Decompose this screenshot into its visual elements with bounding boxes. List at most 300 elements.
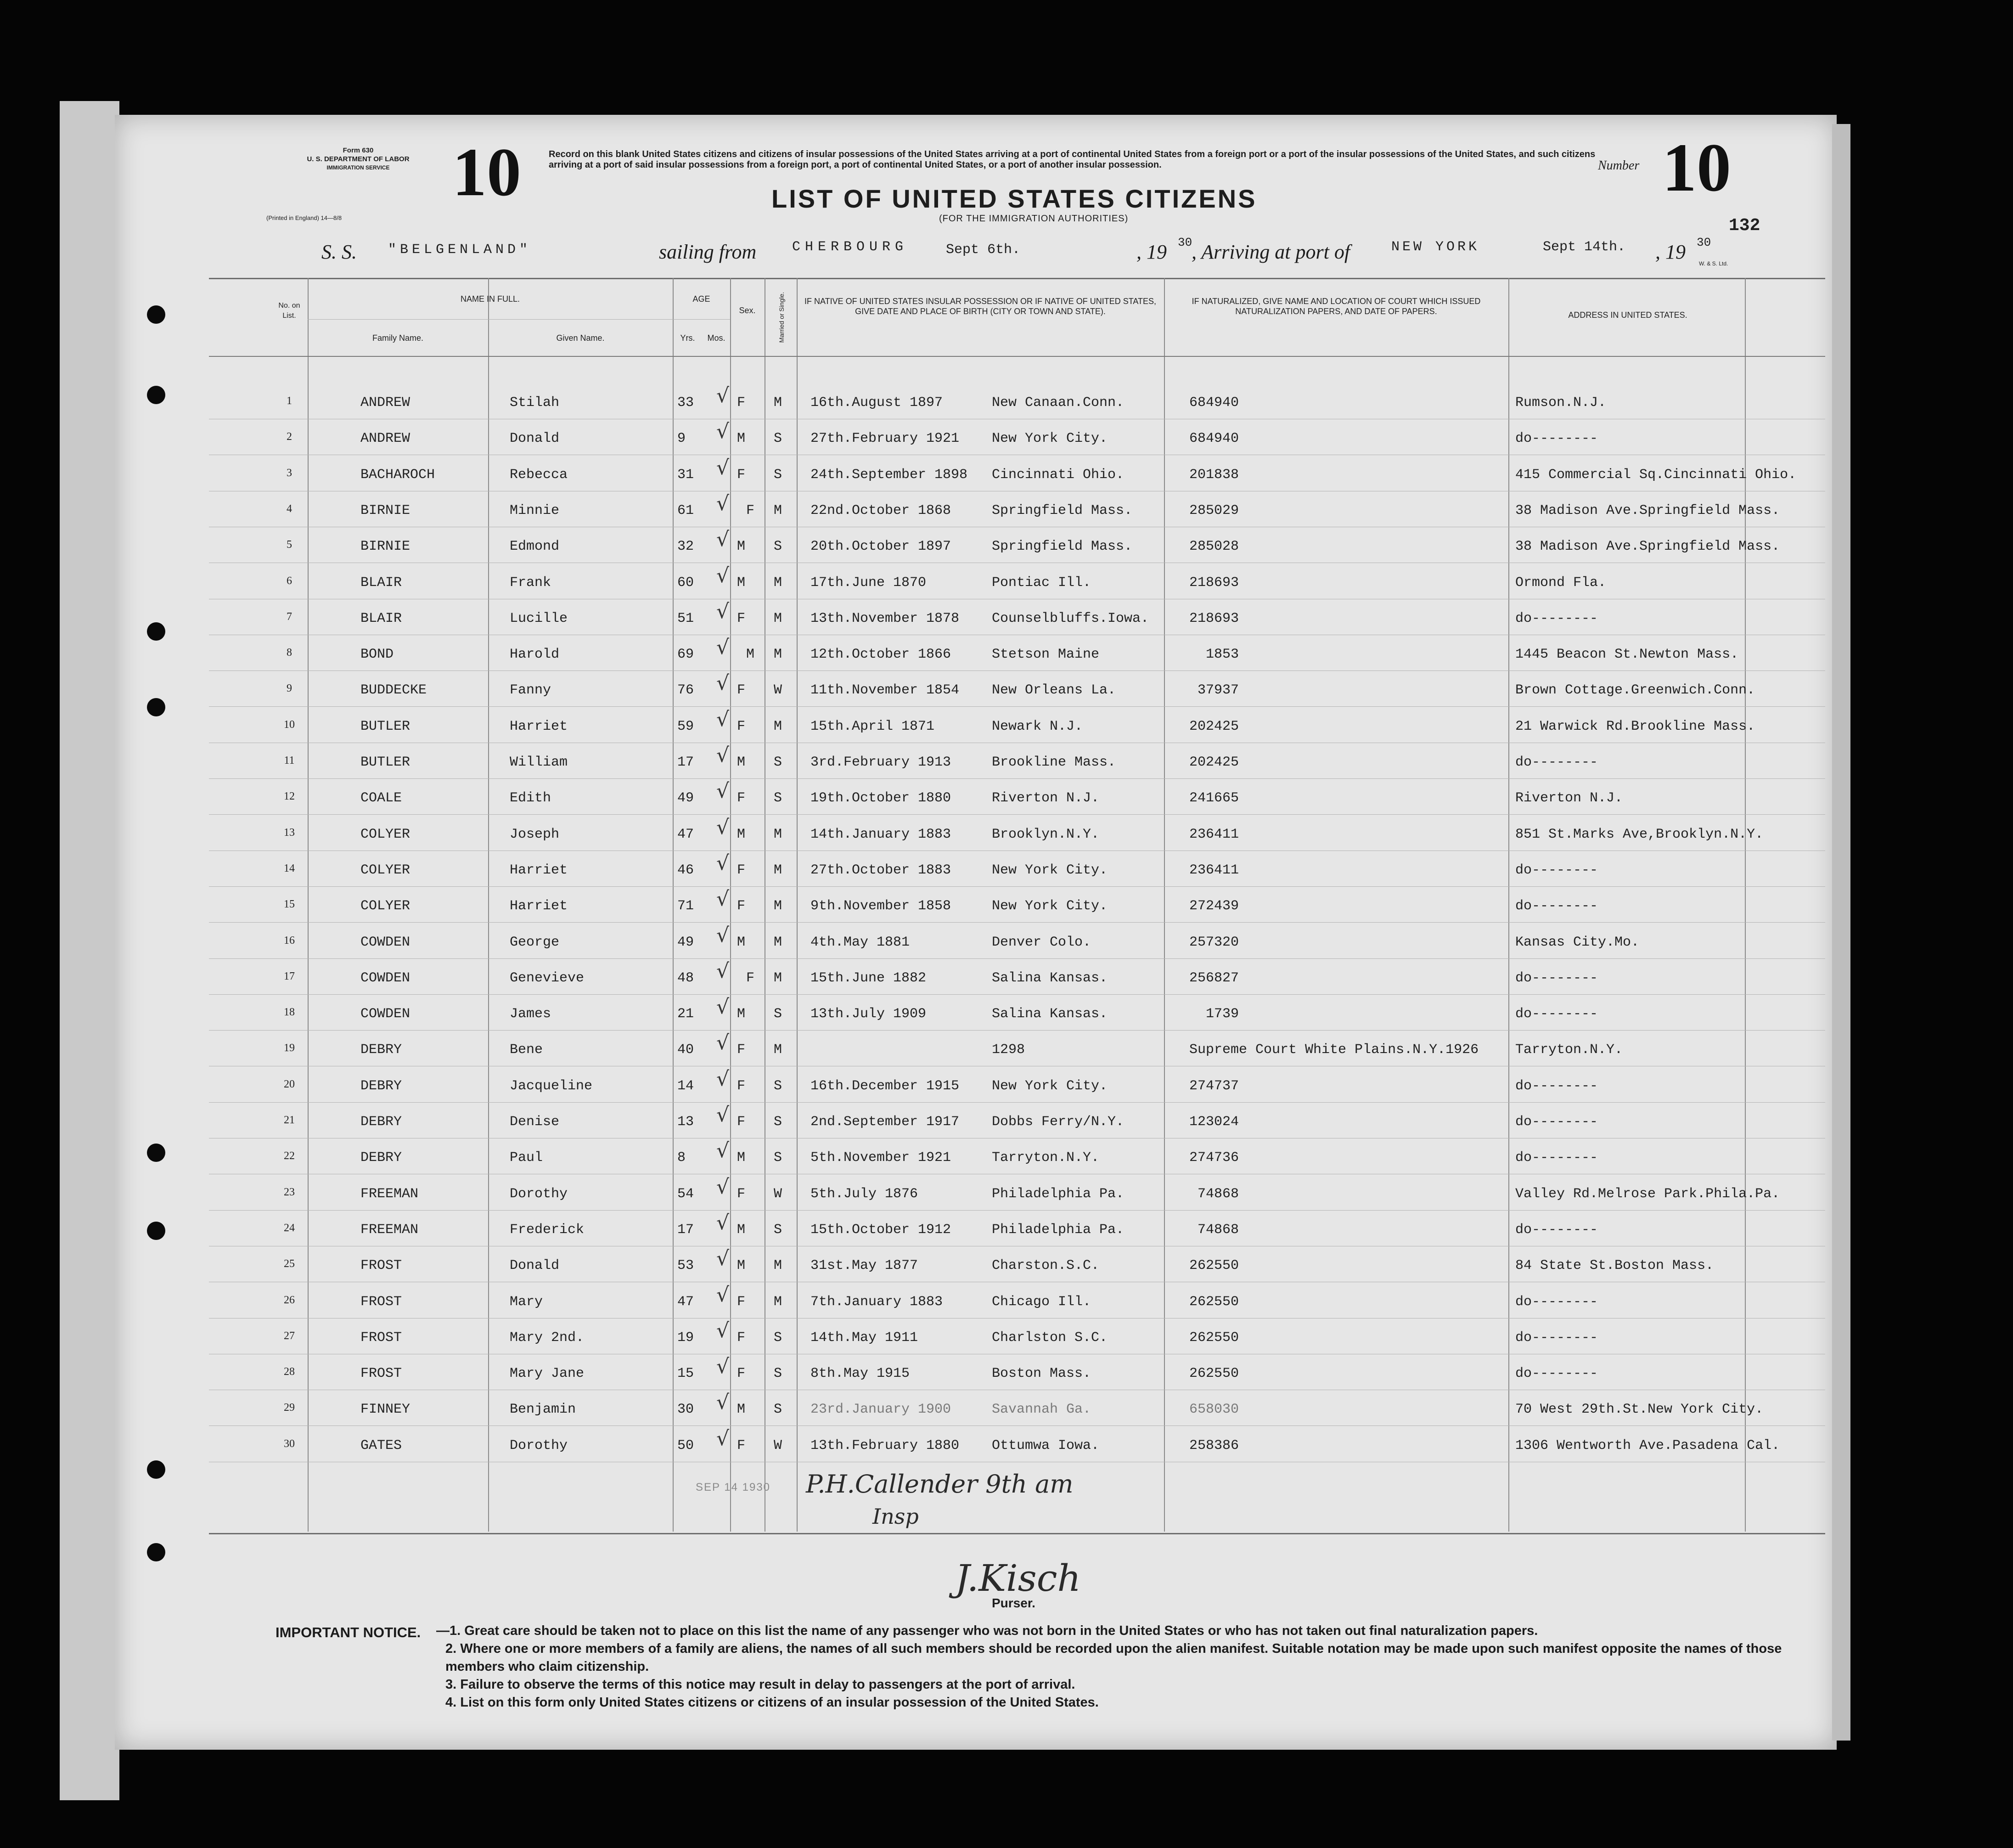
sex: F: [746, 970, 755, 986]
sex: M: [737, 1150, 746, 1166]
table-row: [0, 600, 2013, 648]
family-name: COLYER: [360, 898, 410, 914]
birth-place: Cincinnati Ohio.: [992, 467, 1125, 483]
age-years: 15: [677, 1366, 694, 1381]
sex: F: [737, 719, 746, 734]
naturalization-papers: 257320: [1189, 935, 1239, 950]
age-years: 13: [677, 1114, 694, 1130]
row-number: 2: [287, 431, 292, 443]
sex: M: [737, 1222, 746, 1238]
given-name: Dorothy: [510, 1186, 568, 1202]
given-name: Harold: [510, 647, 560, 662]
birth-date: 5th.July 1876: [810, 1186, 918, 1202]
us-address: do--------: [1515, 898, 1598, 914]
page-title: LIST OF UNITED STATES CITIZENS: [771, 184, 1257, 213]
naturalization-papers: 218693: [1189, 611, 1239, 626]
given-name: Genevieve: [510, 970, 585, 986]
ship-name: "BELGENLAND": [388, 242, 532, 258]
birth-place: Counselbluffs.Iowa.: [992, 611, 1149, 626]
family-name: BUDDECKE: [360, 682, 427, 698]
check-mark-icon: √: [716, 1103, 730, 1127]
check-mark-icon: √: [716, 1247, 730, 1270]
table-row: [0, 1175, 2013, 1223]
marital-status: S: [774, 431, 782, 446]
birth-place: Ottumwa Iowa.: [992, 1438, 1100, 1454]
row-number: 28: [284, 1366, 295, 1378]
us-address: do--------: [1515, 1294, 1598, 1310]
row-number: 15: [284, 898, 295, 910]
table-row: [0, 744, 2013, 791]
check-mark-icon: √: [716, 1139, 730, 1162]
table-row: [0, 708, 2013, 755]
sailing-label: sailing from: [659, 241, 757, 263]
family-name: COWDEN: [360, 935, 410, 950]
birth-date: 15th.October 1912: [810, 1222, 951, 1238]
marital-status: S: [774, 790, 782, 806]
us-address: 21 Warwick Rd.Brookline Mass.: [1515, 719, 1755, 734]
family-name: DEBRY: [360, 1078, 402, 1094]
birth-date: 22nd.October 1868: [810, 503, 951, 518]
form-number-large-right: 10: [1662, 130, 1731, 206]
service-name: IMMIGRATION SERVICE: [326, 164, 390, 171]
table-row: [0, 887, 2013, 935]
sex: F: [737, 1438, 746, 1454]
birth-date: 9th.November 1858: [810, 898, 951, 914]
table-row: [0, 779, 2013, 827]
us-address: do--------: [1515, 1150, 1598, 1166]
age-years: 48: [677, 970, 694, 986]
family-name: BLAIR: [360, 611, 402, 626]
birth-date: 11th.November 1854: [810, 682, 960, 698]
marital-status: M: [774, 647, 782, 662]
age-years: 17: [677, 755, 694, 770]
table-row: [0, 564, 2013, 612]
given-name: James: [510, 1006, 551, 1022]
table-row: [0, 492, 2013, 540]
year-prefix-arrival: , 19: [1655, 241, 1686, 263]
birth-date: 14th.May 1911: [810, 1330, 918, 1346]
row-number: 7: [287, 611, 292, 623]
col-header-no: No. on List.: [278, 302, 300, 320]
printer-mark: W. & S. Ltd.: [1699, 260, 1728, 267]
check-mark-icon: √: [716, 1211, 730, 1234]
check-mark-icon: √: [716, 1067, 730, 1091]
check-mark-icon: √: [716, 1427, 730, 1450]
sex: F: [737, 467, 746, 483]
row-number: 21: [284, 1114, 295, 1126]
given-name: Harriet: [510, 898, 568, 914]
marital-status: M: [774, 898, 782, 914]
sex: F: [737, 1366, 746, 1381]
family-name: BOND: [360, 647, 394, 662]
birth-place: Boston Mass.: [992, 1366, 1091, 1381]
birth-date: 13th.November 1878: [810, 611, 960, 626]
marital-status: M: [774, 1042, 782, 1058]
family-name: DEBRY: [360, 1042, 402, 1058]
us-address: do--------: [1515, 1006, 1598, 1022]
age-years: 19: [677, 1330, 694, 1346]
form-id: [285, 146, 432, 172]
age-years: 49: [677, 790, 694, 806]
check-mark-icon: √: [716, 1031, 730, 1054]
naturalization-papers: 256827: [1189, 970, 1239, 986]
row-number: 20: [284, 1078, 295, 1090]
row-number: 27: [284, 1330, 295, 1342]
sex: F: [737, 611, 746, 626]
birth-date: 4th.May 1881: [810, 935, 910, 950]
us-address: do--------: [1515, 1366, 1598, 1381]
col-header-naturalized: IF NATURALIZED, GIVE NAME AND LOCATION OF COURT WHICH ISSUED NATURALIZATION PAPERS, AND DATE OF PAPERS.: [1192, 297, 1481, 316]
birth-date: 16th.August 1897: [810, 395, 943, 411]
arrival-year: 30: [1697, 236, 1711, 249]
birth-place: Stetson Maine: [992, 647, 1100, 662]
family-name: FROST: [360, 1366, 402, 1381]
check-mark-icon: √: [716, 924, 730, 947]
sex: M: [737, 755, 746, 770]
col-header-yrs: Yrs.: [680, 333, 695, 343]
given-name: Harriet: [510, 719, 568, 734]
birth-date: 2nd.September 1917: [810, 1114, 960, 1130]
row-number: 26: [284, 1294, 295, 1306]
page-stamp: 132: [1729, 216, 1760, 236]
given-name: Donald: [510, 1258, 560, 1273]
given-name: Fanny: [510, 682, 551, 698]
us-address: do--------: [1515, 611, 1598, 626]
birth-place: Springfield Mass.: [992, 503, 1133, 518]
check-mark-icon: √: [716, 492, 730, 515]
given-name: Denise: [510, 1114, 560, 1130]
table-row: [0, 456, 2013, 504]
inspection-stamp: SEP 14 1930: [696, 1481, 771, 1493]
us-address: 70 West 29th.St.New York City.: [1515, 1402, 1764, 1417]
check-mark-icon: √: [716, 995, 730, 1019]
us-address: 1306 Wentworth Ave.Pasadena Cal.: [1515, 1438, 1780, 1454]
given-name: Joseph: [510, 827, 560, 842]
given-name: Jacqueline: [510, 1078, 593, 1094]
given-name: Donald: [510, 431, 560, 446]
table-row: [0, 528, 2013, 575]
given-name: Benjamin: [510, 1402, 576, 1417]
sex: F: [737, 1114, 746, 1130]
col-header-name: NAME IN FULL.: [460, 294, 520, 304]
family-name: ANDREW: [360, 395, 410, 411]
marital-status: M: [774, 503, 782, 518]
birth-date: 31st.May 1877: [810, 1258, 918, 1273]
given-name: Rebecca: [510, 467, 568, 483]
row-number: 16: [284, 935, 295, 947]
birth-place: Springfield Mass.: [992, 539, 1133, 554]
purser-signature: J.Kisch: [955, 1557, 1081, 1600]
purser-label: Purser.: [992, 1596, 1035, 1610]
age-years: 61: [677, 503, 694, 518]
table-row: [0, 851, 2013, 899]
us-address: Brown Cottage.Greenwich.Conn.: [1515, 682, 1755, 698]
naturalization-papers: 74868: [1198, 1186, 1239, 1202]
marital-status: M: [774, 862, 782, 878]
us-address: do--------: [1515, 755, 1598, 770]
check-mark-icon: √: [716, 420, 730, 443]
check-mark-icon: √: [716, 528, 730, 551]
col-header-address: ADDRESS IN UNITED STATES.: [1568, 310, 1687, 320]
table-row: [0, 1211, 2013, 1259]
naturalization-papers: 274736: [1189, 1150, 1239, 1166]
naturalization-papers: 262550: [1189, 1330, 1239, 1346]
sex: M: [746, 647, 755, 662]
us-address: Ormond Fla.: [1515, 575, 1607, 591]
age-years: 33: [677, 395, 694, 411]
family-name: FROST: [360, 1330, 402, 1346]
given-name: Edith: [510, 790, 551, 806]
marital-status: M: [774, 970, 782, 986]
marital-status: W: [774, 1438, 782, 1454]
family-name: COLYER: [360, 862, 410, 878]
table-row: [0, 1139, 2013, 1187]
sex: M: [737, 827, 746, 842]
printed-note: (Printed in England) 14—8/8: [266, 214, 342, 221]
naturalization-papers: 1853: [1206, 647, 1239, 662]
birth-date: 3rd.February 1913: [810, 755, 951, 770]
marital-status: M: [774, 575, 782, 591]
age-years: 30: [677, 1402, 694, 1417]
marital-status: M: [774, 611, 782, 626]
age-years: 51: [677, 611, 694, 626]
marital-status: S: [774, 1078, 782, 1094]
age-years: 50: [677, 1438, 694, 1454]
check-mark-icon: √: [716, 887, 730, 911]
given-name: George: [510, 935, 560, 950]
birth-place: Denver Colo.: [992, 935, 1091, 950]
age-years: 54: [677, 1186, 694, 1202]
naturalization-papers: 236411: [1189, 827, 1239, 842]
check-mark-icon: √: [716, 1391, 730, 1414]
inspector-signature: P.H.Callender 9th am: [806, 1470, 1074, 1499]
year-prefix-departure: , 19: [1136, 241, 1167, 263]
age-years: 8: [677, 1150, 686, 1166]
age-years: 14: [677, 1078, 694, 1094]
naturalization-papers: 658030: [1189, 1402, 1239, 1417]
col-header-birth: IF NATIVE OF UNITED STATES INSULAR POSSESSION OR IF NATIVE OF UNITED STATES, GIVE DATE AND PLACE OF BIRTH (CITY OR TOWN AND STATE).: [804, 297, 1157, 316]
birth-date: 15th.April 1871: [810, 719, 935, 734]
birth-date: 27th.October 1883: [810, 862, 951, 878]
age-years: 32: [677, 539, 694, 554]
table-row: [0, 671, 2013, 719]
given-name: Mary: [510, 1294, 543, 1310]
age-years: 21: [677, 1006, 694, 1022]
row-number: 17: [284, 970, 295, 982]
naturalization-papers: 202425: [1189, 719, 1239, 734]
birth-place: Salina Kansas.: [992, 970, 1108, 986]
given-name: Minnie: [510, 503, 560, 518]
birth-place: Brookline Mass.: [992, 755, 1116, 770]
family-name: FINNEY: [360, 1402, 410, 1417]
age-years: 47: [677, 827, 694, 842]
check-mark-icon: √: [716, 744, 730, 767]
sex: M: [737, 575, 746, 591]
check-mark-icon: √: [716, 600, 730, 623]
birth-date: 14th.January 1883: [810, 827, 951, 842]
department-name: U. S. DEPARTMENT OF LABOR: [307, 155, 410, 163]
age-years: 9: [677, 431, 686, 446]
row-number: 11: [284, 755, 295, 766]
row-number: 29: [284, 1402, 295, 1414]
birth-place: Savannah Ga.: [992, 1402, 1091, 1417]
given-name: Stilah: [510, 395, 560, 411]
col-header-age: AGE: [692, 294, 710, 304]
us-address: Rumson.N.J.: [1515, 395, 1607, 411]
naturalization-papers: 272439: [1189, 898, 1239, 914]
marital-status: S: [774, 755, 782, 770]
departure-port: CHERBOURG: [792, 239, 908, 255]
row-number: 13: [284, 827, 295, 839]
us-address: do--------: [1515, 431, 1598, 446]
number-label: Number: [1598, 158, 1640, 173]
check-mark-icon: √: [716, 1319, 730, 1342]
table-row: [0, 420, 2013, 468]
table-row: [0, 1427, 2013, 1475]
table-row: [0, 995, 2013, 1043]
age-years: 59: [677, 719, 694, 734]
table-row: [0, 1103, 2013, 1151]
row-number: 4: [287, 503, 292, 515]
row-number: 10: [284, 719, 295, 731]
family-name: FREEMAN: [360, 1222, 419, 1238]
sex: M: [737, 539, 746, 554]
row-number: 1: [287, 395, 292, 407]
marital-status: S: [774, 1222, 782, 1238]
col-header-mos: Mos.: [707, 333, 725, 343]
birth-place: Chicago Ill.: [992, 1294, 1091, 1310]
family-name: BLAIR: [360, 575, 402, 591]
table-row: [0, 1247, 2013, 1295]
age-years: 60: [677, 575, 694, 591]
sex: F: [737, 1294, 746, 1310]
sex: F: [737, 682, 746, 698]
naturalization-papers: 285028: [1189, 539, 1239, 554]
check-mark-icon: √: [716, 636, 730, 659]
naturalization-papers: 123024: [1189, 1114, 1239, 1130]
check-mark-icon: √: [716, 384, 730, 407]
notice-item: 3. Failure to observe the terms of this notice may result in delay to passengers at the port of arrival.: [445, 1677, 1075, 1692]
notice-item: 4. List on this form only United States citizens or citizens of an insular possession of the United States.: [445, 1695, 1099, 1710]
notice-list: [436, 1622, 1814, 1712]
table-row: [0, 816, 2013, 863]
us-address: do--------: [1515, 1222, 1598, 1238]
birth-date: 13th.July 1909: [810, 1006, 927, 1022]
check-mark-icon: √: [716, 816, 730, 839]
birth-place: Charston.S.C.: [992, 1258, 1100, 1273]
family-name: BACHAROCH: [360, 467, 435, 483]
naturalization-papers: 262550: [1189, 1366, 1239, 1381]
row-number: 14: [284, 862, 295, 874]
birth-place: Dobbs Ferry/N.Y.: [992, 1114, 1125, 1130]
sex: F: [737, 1330, 746, 1346]
us-address: Riverton N.J.: [1515, 790, 1623, 806]
birth-place: Tarryton.N.Y.: [992, 1150, 1100, 1166]
check-mark-icon: √: [716, 1355, 730, 1378]
ss-label: S. S.: [321, 241, 357, 263]
check-mark-icon: √: [716, 851, 730, 875]
age-years: 17: [677, 1222, 694, 1238]
check-mark-icon: √: [716, 456, 730, 479]
naturalization-papers: 1739: [1206, 1006, 1239, 1022]
row-number: 6: [287, 575, 292, 587]
us-address: 84 State St.Boston Mass.: [1515, 1258, 1714, 1273]
row-number: 23: [284, 1186, 295, 1198]
given-name: Dorothy: [510, 1438, 568, 1454]
naturalization-papers: 37937: [1198, 682, 1239, 698]
family-name: GATES: [360, 1438, 402, 1454]
notice-item: 2. Where one or more members of a family are aliens, the names of all such members should be recorded upon the alien manifest. Suitable notation may be made upon such manifest opposite the names of those members who claim citizenship.: [445, 1641, 1782, 1674]
row-number: 19: [284, 1042, 295, 1054]
family-name: FREEMAN: [360, 1186, 419, 1202]
marital-status: W: [774, 682, 782, 698]
row-number: 9: [287, 682, 292, 694]
sex: F: [737, 1042, 746, 1058]
naturalization-papers: 258386: [1189, 1438, 1239, 1454]
us-address: do--------: [1515, 862, 1598, 878]
birth-place: New York City.: [992, 898, 1108, 914]
birth-place: Salina Kansas.: [992, 1006, 1108, 1022]
family-name: FROST: [360, 1294, 402, 1310]
row-number: 12: [284, 790, 295, 802]
sex: F: [737, 395, 746, 411]
form-number-large-left: 10: [452, 134, 521, 210]
table-row: [0, 1067, 2013, 1115]
marital-status: M: [774, 827, 782, 842]
birth-date: 19th.October 1880: [810, 790, 951, 806]
naturalization-papers: 684940: [1189, 431, 1239, 446]
age-years: 69: [677, 647, 694, 662]
row-number: 30: [284, 1438, 295, 1450]
check-mark-icon: √: [716, 779, 730, 803]
birth-place: Philadelphia Pa.: [992, 1186, 1125, 1202]
naturalization-papers: 262550: [1189, 1258, 1239, 1273]
us-address: 38 Madison Ave.Springfield Mass.: [1515, 503, 1780, 518]
birth-place: Philadelphia Pa.: [992, 1222, 1125, 1238]
us-address: 1445 Beacon St.Newton Mass.: [1515, 647, 1739, 662]
age-years: 49: [677, 935, 694, 950]
naturalization-papers: 202425: [1189, 755, 1239, 770]
family-name: COWDEN: [360, 970, 410, 986]
sex: M: [737, 1258, 746, 1273]
age-years: 53: [677, 1258, 694, 1273]
naturalization-papers: 262550: [1189, 1294, 1239, 1310]
naturalization-papers: 201838: [1189, 467, 1239, 483]
form-instructions: Record on this blank United States citizens and citizens of insular possessions of the United States arriving at a port of continental United States from a foreign port or a port of the insular possessions of the United States, and such citizens arriving at a port of said insular possessions from a foreign port, a port of continental United States, or a port of another insular possession.: [549, 149, 1596, 170]
given-name: Frederick: [510, 1222, 585, 1238]
form-number: Form 630: [343, 146, 374, 154]
birth-date: 27th.February 1921: [810, 431, 960, 446]
marital-status: S: [774, 1150, 782, 1166]
birth-date: 7th.January 1883: [810, 1294, 943, 1310]
check-mark-icon: √: [716, 1283, 730, 1307]
table-row: [0, 1319, 2013, 1367]
voyage-line: [321, 237, 1768, 269]
given-name: Frank: [510, 575, 551, 591]
birth-place: New York City.: [992, 862, 1108, 878]
row-number: 22: [284, 1150, 295, 1162]
age-years: 31: [677, 467, 694, 483]
us-address: Tarryton.N.Y.: [1515, 1042, 1623, 1058]
us-address: do--------: [1515, 1330, 1598, 1346]
us-address: Kansas City.Mo.: [1515, 935, 1640, 950]
notice-label: IMPORTANT NOTICE.: [276, 1624, 421, 1640]
given-name: Harriet: [510, 862, 568, 878]
table-row: [0, 384, 2013, 432]
family-name: COWDEN: [360, 1006, 410, 1022]
inspector-note: Insp: [872, 1504, 919, 1529]
table-row: [0, 1355, 2013, 1403]
